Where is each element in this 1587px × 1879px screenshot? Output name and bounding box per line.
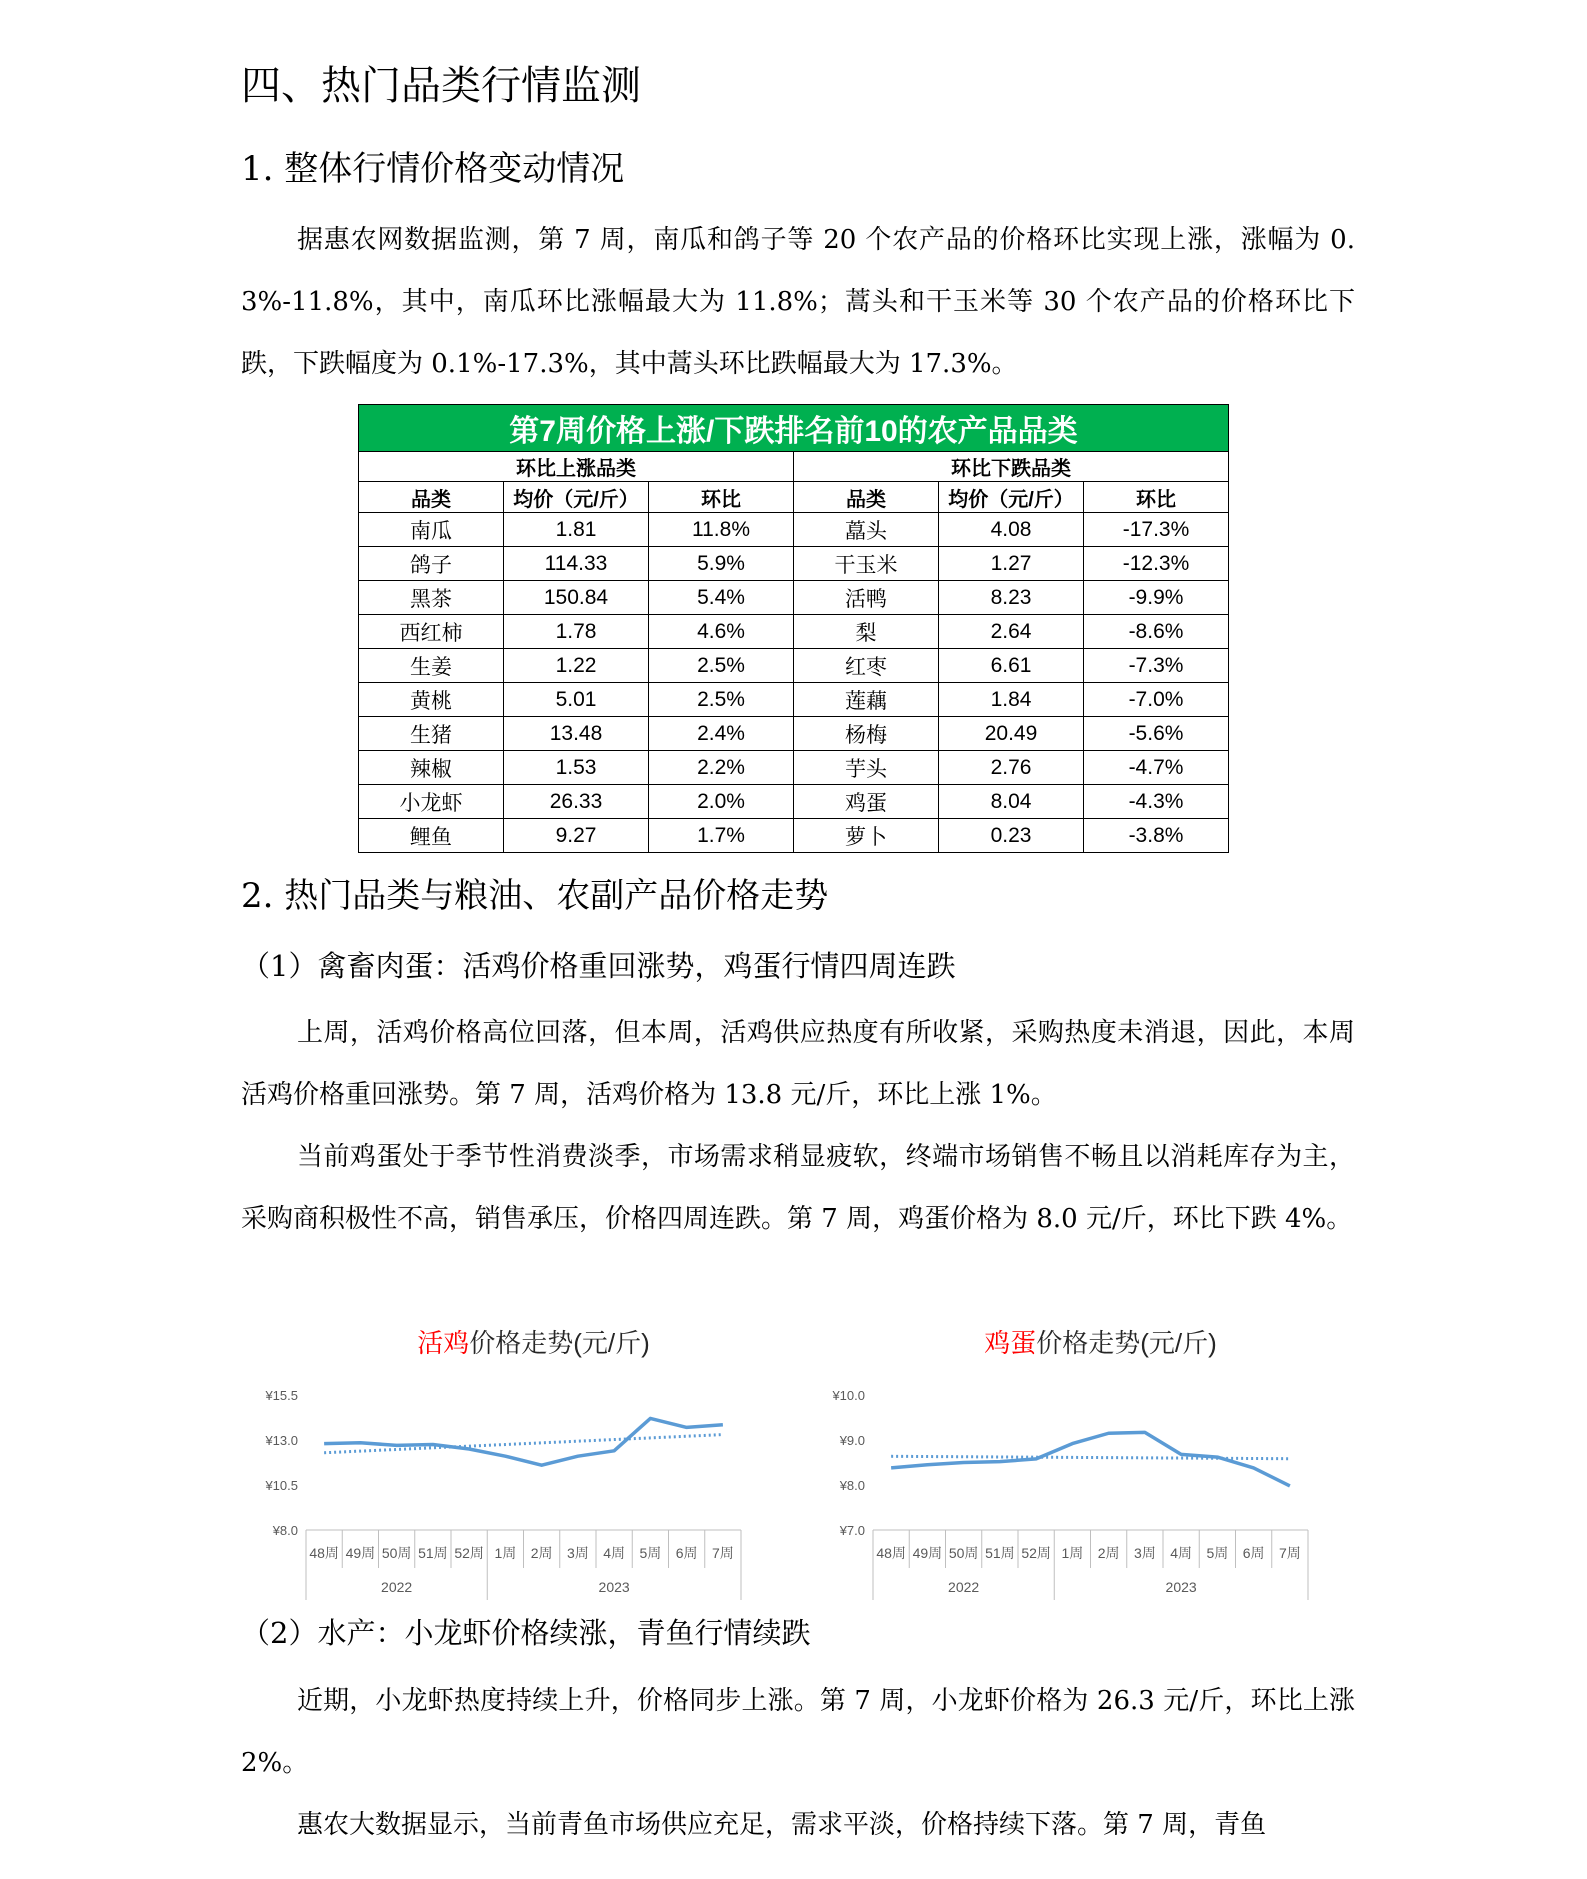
- x-tick-label: 2周: [1097, 1545, 1120, 1561]
- y-tick-label: ¥10.0: [832, 1388, 865, 1403]
- table-cell: 1.27: [939, 547, 1084, 581]
- y-tick-label: ¥13.0: [265, 1433, 298, 1448]
- x-tick-label: 1周: [1061, 1545, 1084, 1561]
- table-row: [359, 717, 1229, 751]
- table-cell: -4.7%: [1084, 751, 1229, 785]
- table-cell: -9.9%: [1084, 581, 1229, 615]
- table-title: 第7周价格上涨/下跌排名前10的农产品品类: [359, 405, 1229, 452]
- table-row: [359, 547, 1229, 581]
- table-cell: 小龙虾: [359, 785, 504, 819]
- table-cell: 2.5%: [649, 683, 794, 717]
- table-cell: 9.27: [504, 819, 649, 853]
- table-cell: -4.3%: [1084, 785, 1229, 819]
- chart-title: [417, 1328, 650, 1358]
- table-cell: 梨: [794, 615, 939, 649]
- chart-live-chicken: [241, 1320, 761, 1610]
- table-cell: 2.5%: [649, 649, 794, 683]
- table-cell: 芋头: [794, 751, 939, 785]
- paragraph-crayfish: 近期，小龙虾热度持续上升，价格同步上涨。第 7 周，小龙虾价格为 26.3 元/斤，环比上涨 2%。: [241, 1686, 1355, 1778]
- header-cell: 均价（元/斤）: [504, 482, 649, 513]
- x-tick-label: 49周: [345, 1545, 376, 1561]
- table-cell: 南瓜: [359, 513, 504, 547]
- table-row: [359, 819, 1229, 853]
- table-cell: 鲤鱼: [359, 819, 504, 853]
- table-cell: 黄桃: [359, 683, 504, 717]
- series-line: [324, 1418, 723, 1465]
- chart-title-rest: 价格走势(元/斤): [1036, 1328, 1217, 1358]
- table-cell: 生猪: [359, 717, 504, 751]
- table-cell: 150.84: [504, 581, 649, 615]
- subsection-title-trends: 2. 热门品类与粮油、农副产品价格走势: [241, 876, 829, 916]
- year-group-label: 2023: [598, 1579, 630, 1595]
- x-tick-label: 51周: [418, 1545, 448, 1561]
- table-cell: 黑茶: [359, 581, 504, 615]
- x-tick-label: 48周: [309, 1545, 339, 1561]
- table-cell: 6.61: [939, 649, 1084, 683]
- y-tick-label: ¥10.5: [265, 1478, 298, 1493]
- x-tick-label: 3周: [1133, 1545, 1156, 1561]
- table-cell: 2.76: [939, 751, 1084, 785]
- table-cell: 5.9%: [649, 547, 794, 581]
- x-tick-label: 6周: [1242, 1545, 1265, 1561]
- header-cell: 环比: [1084, 482, 1229, 513]
- year-group-label: 2023: [1165, 1579, 1197, 1595]
- table-row: [359, 615, 1229, 649]
- x-tick-label: 2周: [530, 1545, 553, 1561]
- table-cell: 1.84: [939, 683, 1084, 717]
- table-cell: 11.8%: [649, 513, 794, 547]
- x-tick-label: 7周: [1278, 1545, 1301, 1561]
- table-cell: 1.81: [504, 513, 649, 547]
- table-row: [359, 751, 1229, 785]
- table-row: [359, 683, 1229, 717]
- y-tick-label: ¥8.0: [839, 1478, 865, 1493]
- paragraph-eggs: 当前鸡蛋处于季节性消费淡季，市场需求稍显疲软，终端市场销售不畅且以消耗库存为主，采购商积极性不高，销售承压，价格四周连跌。第 7 周，鸡蛋价格为 8.0 元/斤，环比下跌 4%。: [241, 1142, 1355, 1234]
- year-group-label: 2022: [948, 1579, 980, 1595]
- table-cell: 鸽子: [359, 547, 504, 581]
- table-cell: 26.33: [504, 785, 649, 819]
- paragraph-black-carp: 惠农大数据显示，当前青鱼市场供应充足，需求平淡，价格持续下落。第 7 周，青鱼: [297, 1810, 1267, 1840]
- chart-live-chicken-svg: [241, 1320, 761, 1610]
- table-group-up: 环比上涨品类: [359, 452, 794, 482]
- x-tick-label: 52周: [1021, 1545, 1051, 1561]
- table-row: [359, 649, 1229, 683]
- table-cell: 5.4%: [649, 581, 794, 615]
- table-cell: -17.3%: [1084, 513, 1229, 547]
- table-cell: 13.48: [504, 717, 649, 751]
- x-tick-label: 52周: [454, 1545, 484, 1561]
- table-cell: 2.0%: [649, 785, 794, 819]
- y-tick-label: ¥8.0: [272, 1523, 298, 1538]
- paragraph-live-chicken: 上周，活鸡价格高位回落，但本周，活鸡供应热度有所收紧，采购热度未消退，因此，本周活鸡价格重回涨势。第 7 周，活鸡价格为 13.8 元/斤，环比上涨 1%。: [241, 1018, 1355, 1110]
- x-tick-label: 49周: [912, 1545, 943, 1561]
- table-cell: 红枣: [794, 649, 939, 683]
- header-cell: 品类: [794, 482, 939, 513]
- section-title: 四、热门品类行情监测: [241, 63, 641, 109]
- x-tick-label: 6周: [675, 1545, 698, 1561]
- table-cell: 活鸭: [794, 581, 939, 615]
- table-cell: 1.7%: [649, 819, 794, 853]
- x-tick-label: 51周: [985, 1545, 1015, 1561]
- x-tick-label: 5周: [639, 1545, 662, 1561]
- subsection-title-aquatic: （2）水产：小龙虾价格续涨，青鱼行情续跌: [241, 1616, 811, 1650]
- table-cell: 藠头: [794, 513, 939, 547]
- x-tick-label: 50周: [948, 1545, 979, 1561]
- table-cell: 8.04: [939, 785, 1084, 819]
- x-tick-label: 48周: [876, 1545, 906, 1561]
- table-group-down: 环比下跌品类: [794, 452, 1229, 482]
- table-cell: 5.01: [504, 683, 649, 717]
- chart-title-highlight: 鸡蛋: [984, 1328, 1037, 1358]
- table-cell: 4.6%: [649, 615, 794, 649]
- table-cell: 西红柿: [359, 615, 504, 649]
- header-cell: 均价（元/斤）: [939, 482, 1084, 513]
- table-cell: -8.6%: [1084, 615, 1229, 649]
- x-tick-label: 7周: [711, 1545, 734, 1561]
- subsection-title-poultry: （1）禽畜肉蛋：活鸡价格重回涨势，鸡蛋行情四周连跌: [241, 949, 956, 983]
- table-cell: 1.78: [504, 615, 649, 649]
- price-ranking-table: [358, 404, 1229, 853]
- table-cell: 1.22: [504, 649, 649, 683]
- table-cell: 杨梅: [794, 717, 939, 751]
- table-cell: 莲藕: [794, 683, 939, 717]
- header-cell: 品类: [359, 482, 504, 513]
- table-cell: 8.23: [939, 581, 1084, 615]
- table-row: [359, 785, 1229, 819]
- subsection-title-overall: 1. 整体行情价格变动情况: [241, 149, 625, 189]
- chart-title-rest: 价格走势(元/斤): [469, 1328, 650, 1358]
- table-row: [359, 581, 1229, 615]
- table-cell: 114.33: [504, 547, 649, 581]
- y-tick-label: ¥9.0: [839, 1433, 865, 1448]
- table-cell: -5.6%: [1084, 717, 1229, 751]
- table-cell: 1.53: [504, 751, 649, 785]
- table-cell: 2.4%: [649, 717, 794, 751]
- year-group-label: 2022: [381, 1579, 413, 1595]
- trend-line: [891, 1456, 1290, 1458]
- series-line: [891, 1432, 1290, 1486]
- x-tick-label: 3周: [566, 1545, 589, 1561]
- table-cell: 生姜: [359, 649, 504, 683]
- table-cell: -12.3%: [1084, 547, 1229, 581]
- table-cell: 2.2%: [649, 751, 794, 785]
- table-cell: 0.23: [939, 819, 1084, 853]
- table-cell: -3.8%: [1084, 819, 1229, 853]
- table-header-row: [359, 482, 1229, 513]
- x-tick-label: 50周: [381, 1545, 412, 1561]
- table-cell: -7.0%: [1084, 683, 1229, 717]
- paragraph-overall-summary: 据惠农网数据监测，第 7 周，南瓜和鸽子等 20 个农产品的价格环比实现上涨，涨幅为 0.3%-11.8%，其中，南瓜环比涨幅最大为 11.8%；蒿头和干玉米等 30 个农产品的价格环比下跌，下跌幅度为 0.1%-17.3%，其中蒿头环比跌幅最大为 17.3%。: [241, 225, 1355, 379]
- chart-title: [984, 1328, 1217, 1358]
- table-cell: 2.64: [939, 615, 1084, 649]
- x-tick-label: 1周: [494, 1545, 517, 1561]
- chart-eggs: [808, 1320, 1328, 1610]
- y-tick-label: ¥7.0: [839, 1523, 865, 1538]
- y-tick-label: ¥15.5: [265, 1388, 298, 1403]
- chart-title-highlight: 活鸡: [417, 1328, 470, 1358]
- x-tick-label: 4周: [1170, 1545, 1193, 1561]
- table-cell: 20.49: [939, 717, 1084, 751]
- table-row: [359, 513, 1229, 547]
- x-tick-label: 4周: [603, 1545, 626, 1561]
- x-tick-label: 5周: [1206, 1545, 1229, 1561]
- table-cell: 干玉米: [794, 547, 939, 581]
- table-cell: -7.3%: [1084, 649, 1229, 683]
- chart-eggs-svg: [808, 1320, 1328, 1610]
- table-cell: 4.08: [939, 513, 1084, 547]
- table-cell: 萝卜: [794, 819, 939, 853]
- table-cell: 鸡蛋: [794, 785, 939, 819]
- table-cell: 辣椒: [359, 751, 504, 785]
- header-cell: 环比: [649, 482, 794, 513]
